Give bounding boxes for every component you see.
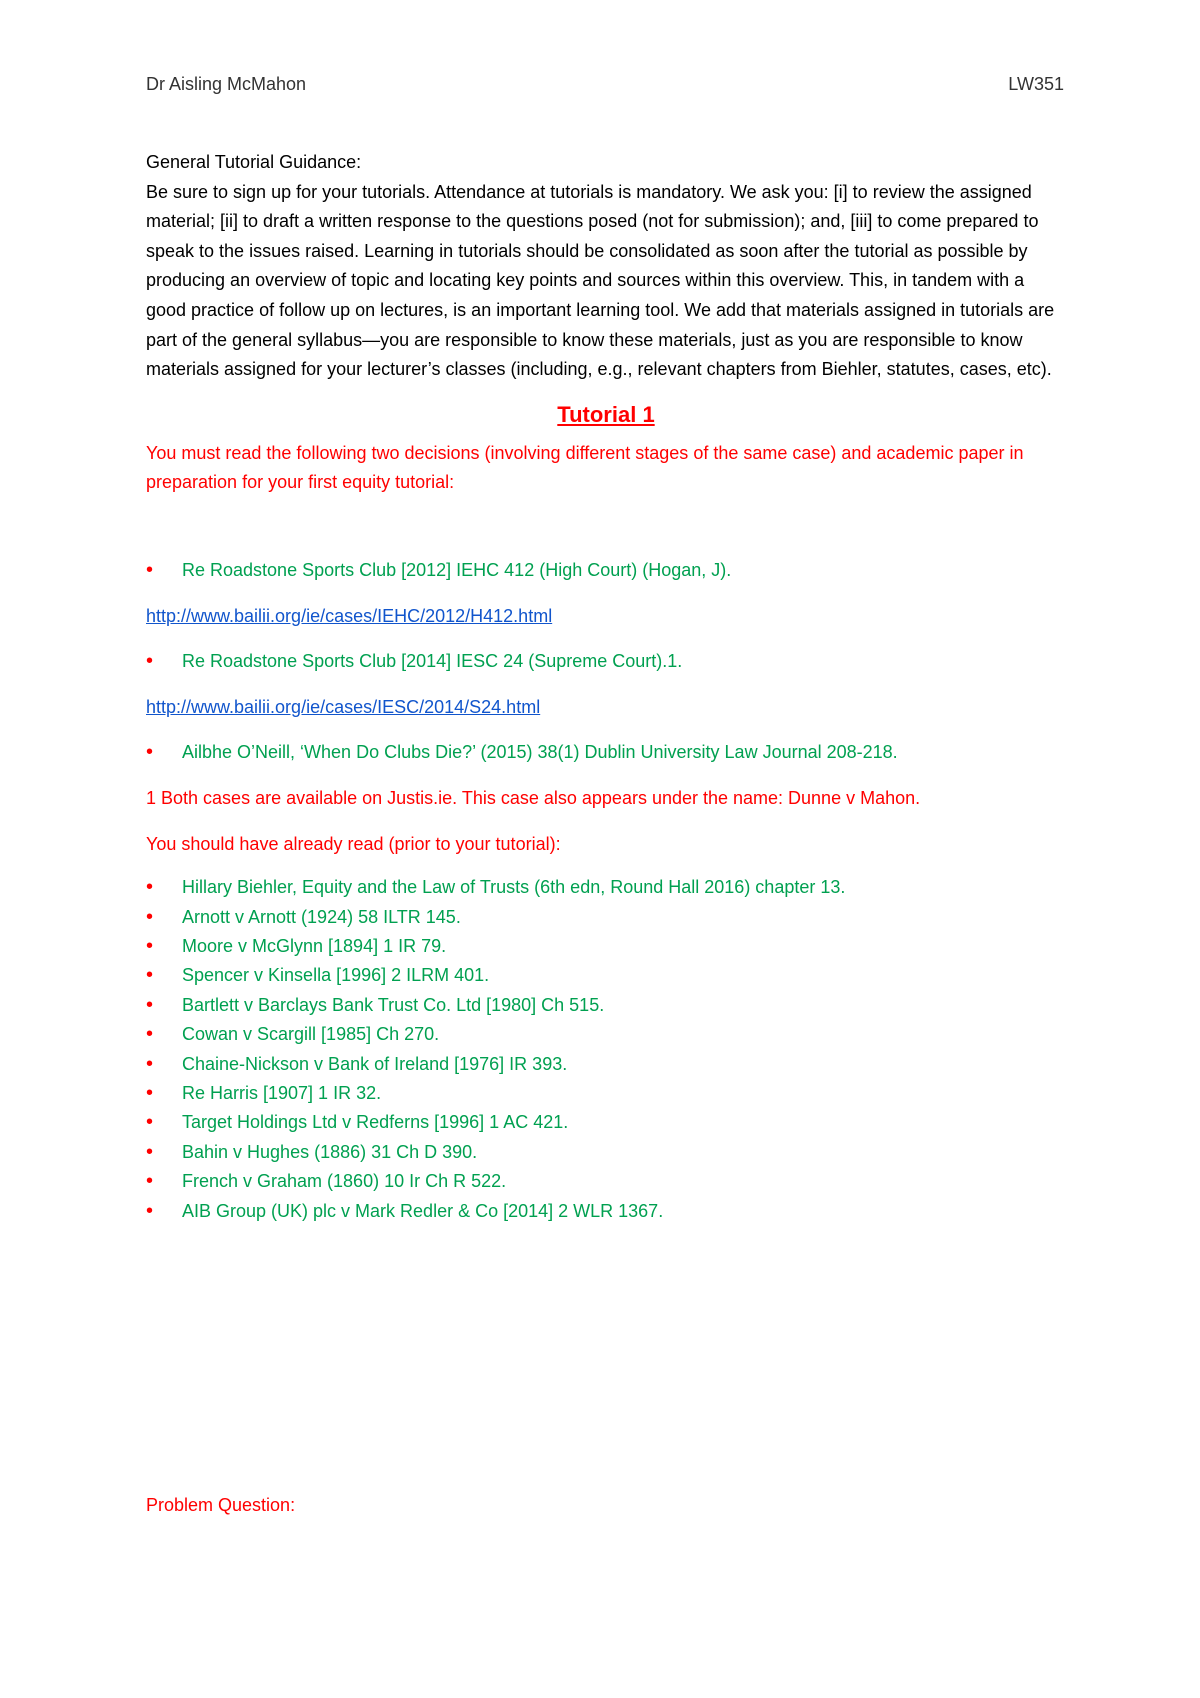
- reading-citation: Chaine-Nickson v Bank of Ireland [1976] IR 393.: [182, 1053, 568, 1074]
- list-item: [146, 932, 1066, 961]
- bullet-icon: •: [146, 905, 154, 928]
- bullet-icon: •: [146, 1052, 154, 1075]
- list-item: [146, 1167, 1066, 1196]
- guidance-paragraph: Be sure to sign up for your tutorials. Attendance at tutorials is mandatory. We ask you: [i] to review the assigned material; [ii] to draft a written response to the questions posed (not for submission); and, [iii] to come prepared to speak to the issues raised. Learning in tutorials should be consolidated as soon after the tutorial as possible by producing an overview of topic and locating key points and sources within this overview. This, in tandem with a good practice of follow up on lectures, is an important learning tool. We add that materials assigned in tutorials are part of the general syllabus—you are responsible to know these materials, just as you are responsible to know materials assigned for your lecturer’s classes (including, e.g., relevant chapters from Biehler, statutes, cases, etc).: [146, 181, 1055, 380]
- article-citation: Ailbhe O’Neill, ‘When Do Clubs Die?’ (2015) 38(1) Dublin University Law Journal 208-218.: [182, 742, 898, 763]
- list-item: [146, 1197, 1066, 1226]
- reading-citation: Cowan v Scargill [1985] Ch 270.: [182, 1024, 440, 1045]
- list-item: [146, 738, 1066, 768]
- list-item: [146, 873, 1066, 902]
- list-item: [146, 1079, 1066, 1108]
- bullet-icon: •: [146, 993, 154, 1016]
- page-header: [146, 74, 1064, 95]
- reading-citation: French v Graham (1860) 10 Ir Ch R 522.: [182, 1171, 507, 1192]
- bullet-icon: •: [146, 558, 154, 581]
- tutorial-title: Tutorial 1: [557, 401, 655, 427]
- required-reading-list: [146, 738, 1066, 768]
- required-reading-list: [146, 647, 1066, 677]
- list-item: [146, 556, 1066, 586]
- reading-citation: Re Harris [1907] 1 IR 32.: [182, 1082, 382, 1103]
- bullet-icon: •: [146, 650, 154, 673]
- prior-reading-heading: You should have already read (prior to your tutorial):: [146, 833, 561, 854]
- footnote: 1 Both cases are available on Justis.ie. This case also appears under the name: Dunne v Mahon.: [146, 787, 921, 808]
- bullet-icon: •: [146, 1111, 154, 1134]
- reading-citation: AIB Group (UK) plc v Mark Redler & Co [2014] 2 WLR 1367.: [182, 1200, 664, 1221]
- case-link[interactable]: http://www.bailii.org/ie/cases/IEHC/2012/H412.html: [146, 605, 553, 626]
- guidance-heading: General Tutorial Guidance:: [146, 152, 362, 172]
- prior-reading-list: [146, 873, 1066, 1226]
- list-item: [146, 647, 1066, 677]
- reading-citation: Bahin v Hughes (1886) 31 Ch D 390.: [182, 1141, 478, 1162]
- reading-citation: Bartlett v Barclays Bank Trust Co. Ltd [1980] Ch 515.: [182, 994, 605, 1015]
- bullet-icon: •: [146, 741, 154, 764]
- list-item: [146, 1020, 1066, 1049]
- list-item: [146, 1138, 1066, 1167]
- module-code: LW351: [1008, 74, 1064, 94]
- list-item: [146, 1050, 1066, 1079]
- list-item: [146, 991, 1066, 1020]
- bullet-icon: •: [146, 1170, 154, 1193]
- bullet-icon: •: [146, 876, 154, 899]
- author-name: Dr Aisling McMahon: [146, 74, 307, 94]
- reading-citation: Spencer v Kinsella [1996] 2 ILRM 401.: [182, 965, 490, 986]
- case-citation: Re Roadstone Sports Club [2014] IESC 24 (Supreme Court).1.: [182, 651, 683, 672]
- bullet-icon: •: [146, 1140, 154, 1163]
- reading-citation: Moore v McGlynn [1894] 1 IR 79.: [182, 935, 447, 956]
- list-item: [146, 961, 1066, 990]
- bullet-icon: •: [146, 934, 154, 957]
- bullet-icon: •: [146, 1199, 154, 1222]
- list-item: [146, 903, 1066, 932]
- bullet-icon: •: [146, 1081, 154, 1104]
- reading-citation: Arnott v Arnott (1924) 58 ILTR 145.: [182, 906, 461, 927]
- bullet-icon: •: [146, 1023, 154, 1046]
- reading-citation: Target Holdings Ltd v Redferns [1996] 1 AC 421.: [182, 1112, 569, 1133]
- document-body: [146, 148, 1066, 1226]
- case-link[interactable]: http://www.bailii.org/ie/cases/IESC/2014/S24.html: [146, 696, 541, 717]
- problem-question-heading: Problem Question:: [146, 1495, 296, 1515]
- case-citation: Re Roadstone Sports Club [2012] IEHC 412 (High Court) (Hogan, J).: [182, 559, 732, 580]
- reading-citation: Hillary Biehler, Equity and the Law of Trusts (6th edn, Round Hall 2016) chapter 13.: [182, 877, 846, 898]
- required-reading-list: [146, 556, 1066, 586]
- tutorial-intro: You must read the following two decisions (involving different stages of the same case) and academic paper in preparation for your first equity tutorial:: [146, 442, 1024, 493]
- bullet-icon: •: [146, 964, 154, 987]
- list-item: [146, 1108, 1066, 1137]
